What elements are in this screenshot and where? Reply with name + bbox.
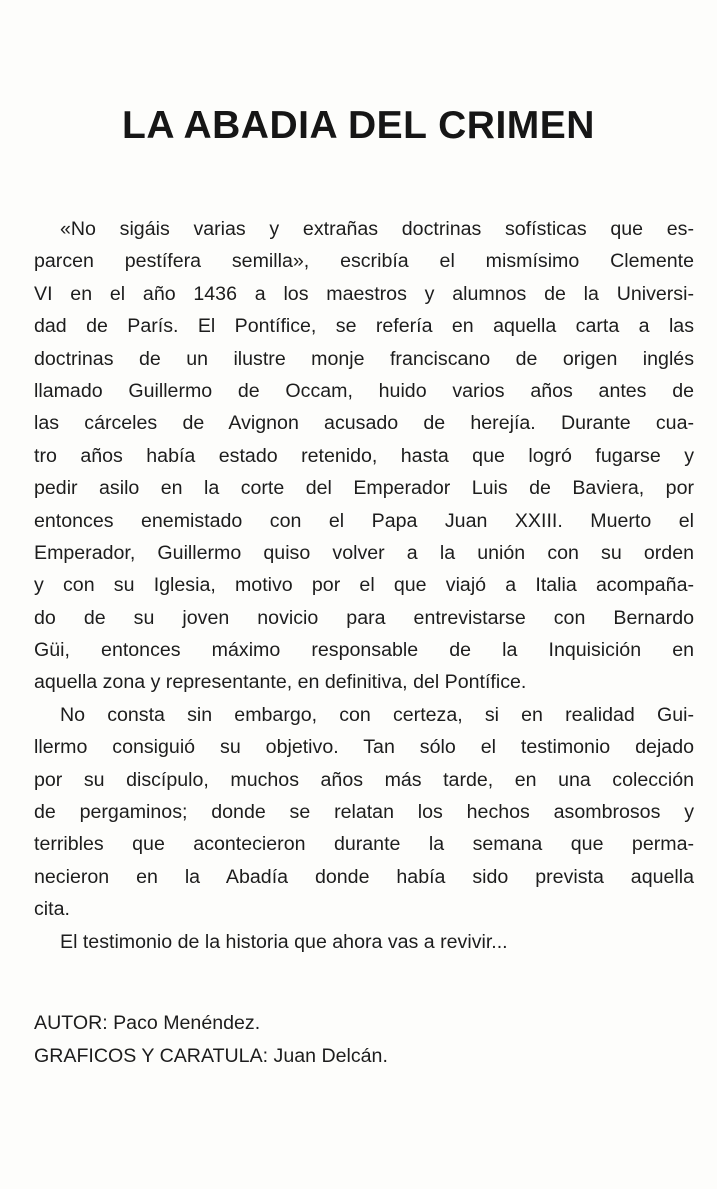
text-line: cita. [34,898,70,921]
paragraph [34,213,694,699]
text-line: llermo consiguió su objetivo. Tan sólo el testimonio dejado [34,736,694,759]
text-line: No consta sin embargo, con certeza, si en realidad Gui- [60,703,694,726]
graphics-credit: GRAFICOS Y CARATULA: Juan Delcán. [34,1045,388,1067]
text-line: do de su joven novicio para entrevistarse con Bernardo [34,606,694,629]
text-line: doctrinas de un ilustre monje franciscano de origen inglés [34,347,694,370]
text-line: aquella zona y representante, en definitiva, del Pontífice. [34,671,527,694]
document-title: LA ABADIA DEL CRIMEN [122,104,595,147]
text-line: VI en el año 1436 a los maestros y alumnos de la Universi- [34,282,694,305]
text-line: parcen pestífera semilla», escribía el mismísimo Clemente [34,250,694,273]
author-credit: AUTOR: Paco Menéndez. [34,1012,261,1034]
text-line: Güi, entonces máximo responsable de la Inquisición en [34,639,694,662]
text-line: terribles que acontecieron durante la semana que perma- [34,833,694,856]
text-line: tro años había estado retenido, hasta que logró fugarse y [34,444,694,467]
credits [34,1007,694,1073]
text-line: las cárceles de Avignon acusado de herejía. Durante cua- [34,412,694,435]
paragraph [34,699,694,926]
text-line: y con su Iglesia, motivo por el que viajó a Italia acompaña- [34,574,694,597]
text-line: dad de París. El Pontífice, se refería en aquella carta a las [34,315,694,338]
text-line: llamado Guillermo de Occam, huido varios años antes de [34,379,694,402]
text-line: entonces enemistado con el Papa Juan XXIII. Muerto el [34,509,694,532]
text-line: «No sigáis varias y extrañas doctrinas sofísticas que es- [60,218,694,240]
text-line: por su discípulo, muchos años más tarde, en una colección [34,768,694,791]
text-line: de pergaminos; donde se relatan los hechos asombrosos y [34,801,694,824]
text-line: pedir asilo en la corte del Emperador Luis de Baviera, por [34,477,694,500]
text-line: El testimonio de la historia que ahora vas a revivir... [60,930,508,953]
text-line: Emperador, Guillermo quiso volver a la unión con su orden [34,541,694,564]
paragraph [34,926,694,958]
body-text [34,213,694,958]
text-line: necieron en la Abadía donde había sido prevista aquella [34,865,694,888]
